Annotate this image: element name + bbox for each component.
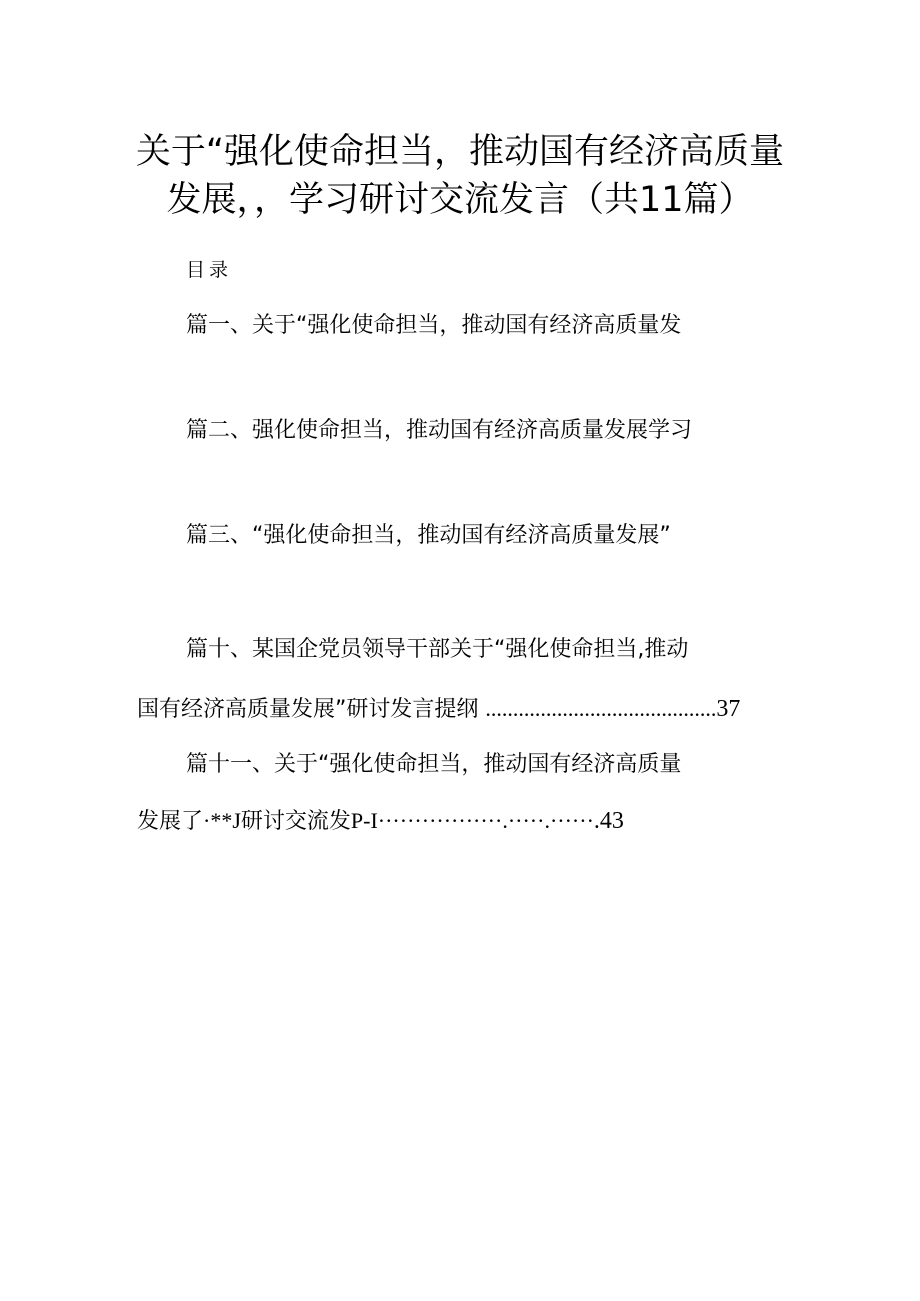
toc-entry-11-page: .43 (593, 808, 624, 834)
toc-entry-10-line-1: 篇十、某国企党员领导干部关于“强化使命担当,推动 (186, 637, 689, 662)
toc-heading: 目录 (186, 259, 233, 281)
toc-entry-10-text: 国有经济高质量发展”研讨发言提纲 (137, 697, 479, 722)
toc-entry-11-leader: ·················.·····.······ (377, 808, 594, 833)
title-line-1: 关于“强化使命担当，推动国有经济高质量 (135, 132, 785, 172)
toc-entry-11-line-1: 篇十一、关于“强化使命担当，推动国有经济高质量 (186, 752, 682, 777)
title-line-2: 发展，，学习研讨交流发言（共11篇） (166, 180, 754, 220)
document-title (100, 128, 820, 224)
toc-entry-11-text: 发展了·**J研讨交流发P-I (137, 808, 378, 833)
toc-entry-3: 篇三、“强化使命担当，推动国有经济高质量发展” (186, 523, 671, 548)
toc-entry-11-line-2 (137, 806, 624, 836)
toc-entry-2: 篇二、强化使命担当，推动国有经济高质量发展学习 (186, 418, 693, 443)
toc-entry-10-page: 37 (716, 696, 741, 722)
toc-entry-10-leader: .......................................... (485, 696, 717, 721)
toc-entry-10-line-2 (137, 694, 740, 725)
toc-entry-1: 篇一、关于“强化使命担当，推动国有经济高质量发 (186, 313, 682, 338)
